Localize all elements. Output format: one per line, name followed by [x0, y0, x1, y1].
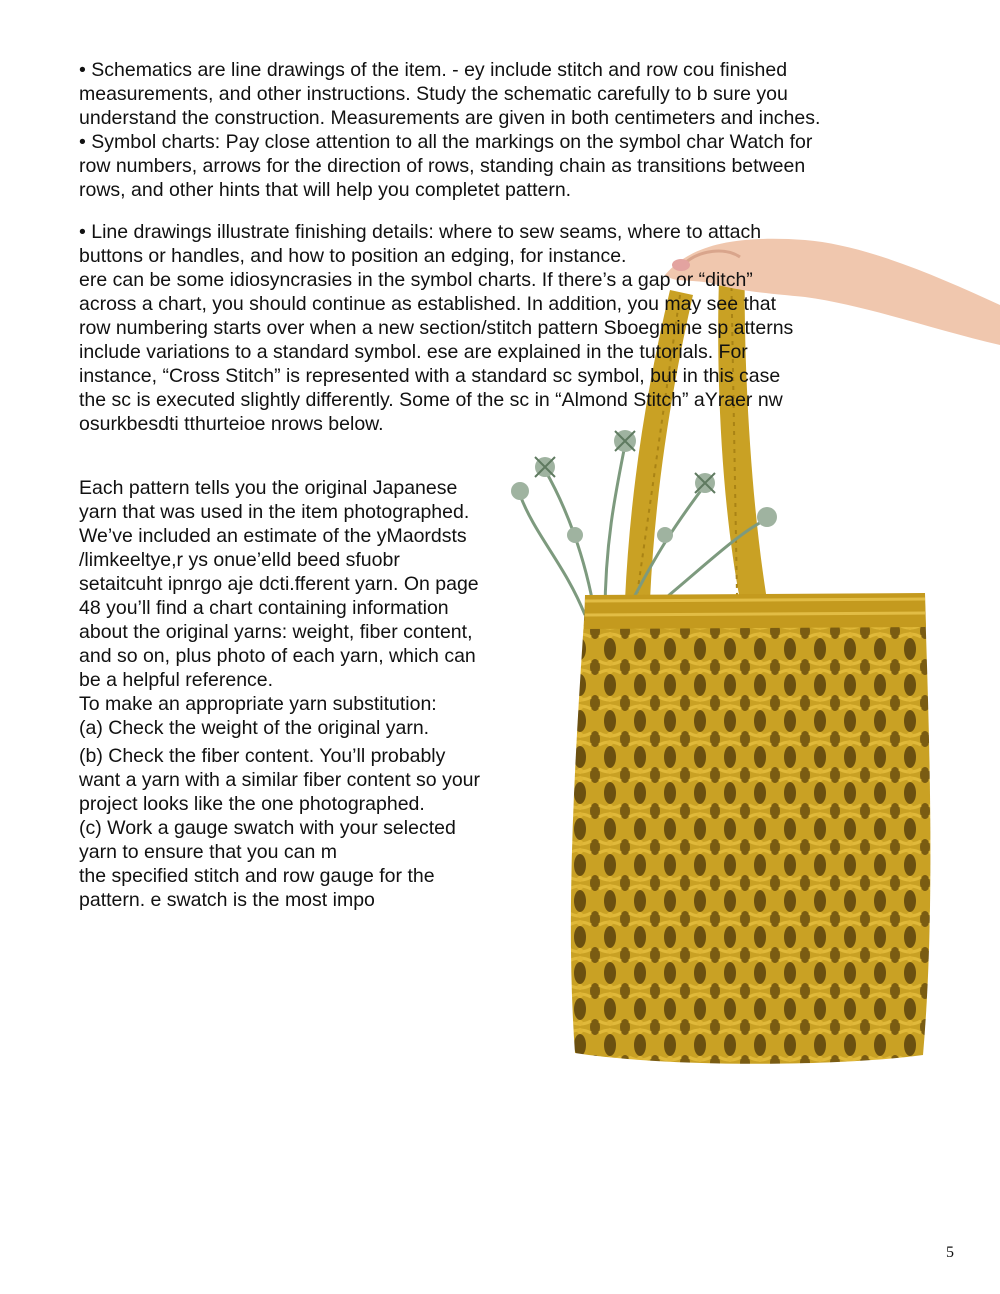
text-line: (c) Work a gauge swatch with your selected	[79, 817, 456, 839]
text-line: instance, “Cross Stitch” is represented with a standard sc symbol, but in this case	[79, 365, 781, 387]
text-line: (a) Check the weight of the original yarn.	[79, 717, 430, 739]
text-line: We’ve included an estimate of the yMaordsts	[79, 525, 467, 547]
text-line: and so on, plus photo of each yarn, which can	[79, 645, 476, 667]
text-line: To make an appropriate yarn substitution:	[79, 693, 437, 715]
text-line: buttons or handles, and how to position an edging, for instance.	[79, 245, 627, 267]
text-line: the specified stitch and row gauge for the	[79, 865, 435, 887]
text-line: (b) Check the fiber content. You’ll probably	[79, 745, 446, 767]
text-line: understand the construction. Measurements are given in both centimeters and inches.	[79, 107, 821, 129]
text-line: be a helpful reference.	[79, 669, 274, 691]
intro-paragraph	[79, 58, 820, 202]
text-line: across a chart, you should continue as established. In addition, you may see that	[79, 293, 777, 315]
text-line: • Symbol charts: Pay close attention to all the markings on the symbol char Watch for	[79, 131, 813, 153]
text-line: /limkeeltye,r ys onue’elld beed sfuobr	[79, 549, 400, 571]
text-line: Each pattern tells you the original Japanese	[79, 477, 458, 499]
text-line: • Schematics are line drawings of the item. - ey include stitch and row cou finished	[79, 59, 788, 81]
text-line: yarn that was used in the item photographed.	[79, 501, 470, 523]
page-number: 5	[946, 1244, 954, 1261]
text-line: yarn to ensure that you can m	[79, 841, 337, 863]
text-line: setaitcuht ipnrgo aje dcti.fferent yarn. On page	[79, 573, 479, 595]
text-line: about the original yarns: weight, fiber content,	[79, 621, 473, 643]
yarn-paragraph	[79, 476, 480, 912]
text-line: • Line drawings illustrate finishing details: where to sew seams, where to attach	[79, 221, 762, 243]
line-drawings-paragraph	[79, 220, 793, 436]
text-line: measurements, and other instructions. Study the schematic carefully to b sure you	[79, 83, 788, 105]
text-line: row numbering starts over when a new section/stitch pattern Sboegmine sp atterns	[79, 317, 794, 339]
text-line: 48 you’ll find a chart containing information	[79, 597, 449, 619]
text-line: osurkbesdti tthurteioe nrows below.	[79, 413, 384, 435]
text-line: want a yarn with a similar fiber content so your	[79, 769, 481, 791]
text-line: the sc is executed slightly differently. Some of the sc in “Almond Stitch” aYraer nw	[79, 389, 783, 411]
text-line: rows, and other hints that will help you completet pattern.	[79, 179, 572, 201]
text-line: row numbers, arrows for the direction of rows, standing chain as transitions between	[79, 155, 806, 177]
text-line: pattern. e swatch is the most impo	[79, 889, 375, 911]
text-line: ere can be some idiosyncrasies in the symbol charts. If there’s a gap or “ditch”	[79, 269, 753, 291]
text-line: include variations to a standard symbol. ese are explained in the tutorials. For	[79, 341, 748, 363]
text-line: project looks like the one photographed.	[79, 793, 425, 815]
